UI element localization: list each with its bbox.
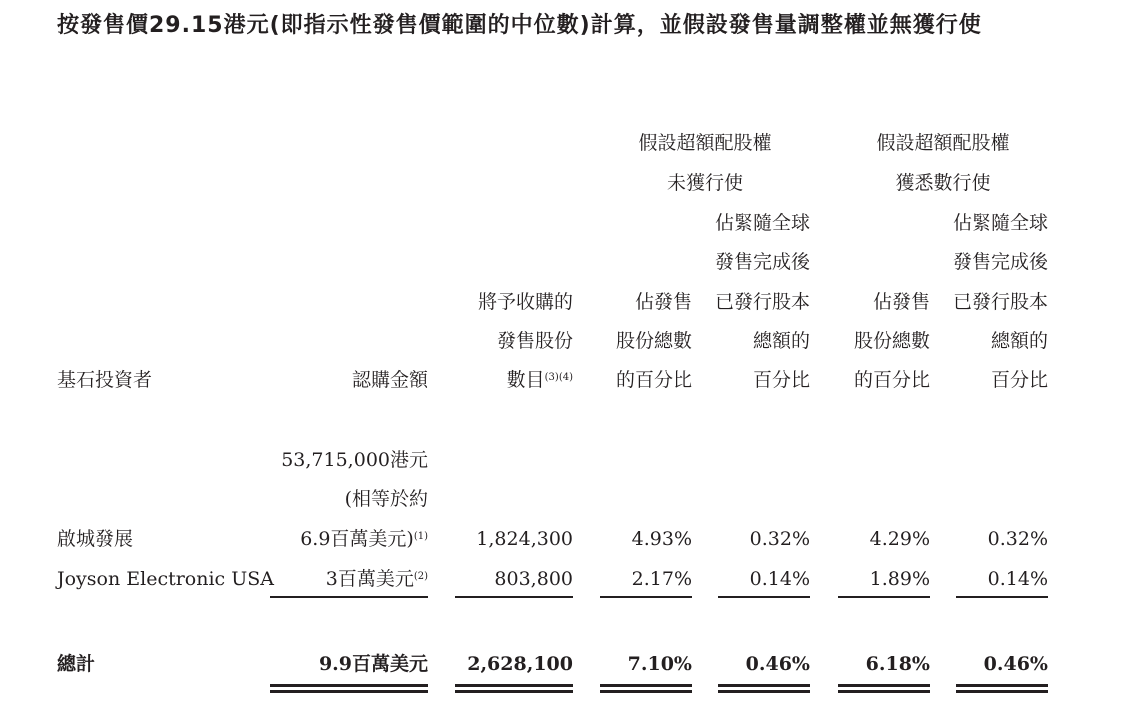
row1-pct-issued-1: 0.32% [749,528,810,550]
total-label: 總計 [57,653,96,675]
column-header-shares-line3: 數目$^{(3)(4)}$ [506,369,573,391]
double-rule-pct-offer-1 [600,684,692,693]
double-rule-amount [270,684,428,693]
rule-pct-issued-1 [718,596,810,598]
column-header-pct-issued-2-line4: 總額的 [990,330,1048,352]
row2-pct-offer-2: 1.89% [869,568,930,590]
total-pct-issued-2: 0.46% [983,653,1048,675]
column-header-investor: 基石投資者 [57,369,153,391]
column-header-amount: 認購金額 [351,369,428,391]
section-heading: 按發售價29.15港元(即指示性發售價範圍的中位數)計算，並假設發售量調整權並無獲行使 [57,13,982,38]
column-header-pct-issued-2-line2: 發售完成後 [952,251,1048,273]
rule-amount [270,596,428,598]
column-header-pct-offer-1-line3: 的百分比 [615,369,692,391]
total-shares: 2,628,100 [467,653,573,675]
row1-pct-offer-1: 4.93% [631,528,692,550]
column-header-pct-offer-2-line3: 的百分比 [853,369,930,391]
group-header-fully-exercised-line2: 獲悉數行使 [895,172,991,194]
total-pct-issued-1: 0.46% [745,653,810,675]
column-header-shares-line2: 發售股份 [496,330,573,352]
group-header-fully-exercised-line1: 假設超額配股權 [876,132,1010,154]
row2-investor: Joyson Electronic USA [57,568,274,590]
column-header-pct-issued-1-line2: 發售完成後 [714,251,810,273]
row1-pct-offer-2: 4.29% [869,528,930,550]
double-rule-pct-issued-1 [718,684,810,693]
column-header-pct-offer-2-line2: 股份總數 [853,330,930,352]
rule-pct-offer-1 [600,596,692,598]
rule-pct-offer-2 [838,596,930,598]
row2-pct-issued-2: 0.14% [987,568,1048,590]
row2-pct-offer-1: 2.17% [631,568,692,590]
row1-amount-line1: 53,715,000港元 [281,449,428,471]
total-amount: 9.9百萬美元 [318,653,428,675]
double-rule-pct-issued-2 [956,684,1048,693]
row1-shares: 1,824,300 [476,528,573,550]
row2-amount: 3百萬美元$^{(2)}$ [325,568,428,590]
column-header-pct-issued-2-line5: 百分比 [990,369,1048,391]
group-header-not-exercised-line1: 假設超額配股權 [638,132,772,154]
row1-amount-note: (1) [413,531,428,542]
column-header-pct-issued-2-line3: 已發行股本 [952,291,1048,313]
column-header-shares-line1: 將予收購的 [477,291,573,313]
column-header-pct-issued-2-line1: 佔緊隨全球 [952,212,1048,234]
rule-shares [455,596,573,598]
row1-amount-line2: (相等於約 [344,488,428,510]
column-header-pct-offer-1-line2: 股份總數 [615,330,692,352]
row2-shares: 803,800 [494,568,573,590]
row2-pct-issued-1: 0.14% [749,568,810,590]
row1-pct-issued-2: 0.32% [987,528,1048,550]
row1-amount-line3: 6.9百萬美元)$^{(1)}$ [300,528,428,550]
double-rule-shares [455,684,573,693]
column-header-pct-offer-1-line1: 佔發售 [634,291,692,313]
row2-amount-note: (2) [413,571,428,582]
column-header-pct-issued-1-line3: 已發行股本 [714,291,810,313]
total-pct-offer-1: 7.10% [627,653,692,675]
double-rule-pct-offer-2 [838,684,930,693]
total-pct-offer-2: 6.18% [865,653,930,675]
column-header-pct-issued-1-line4: 總額的 [752,330,810,352]
rule-pct-issued-2 [956,596,1048,598]
group-header-not-exercised-line2: 未獲行使 [666,172,743,194]
column-header-pct-issued-1-line5: 百分比 [752,369,810,391]
column-header-pct-offer-2-line1: 佔發售 [872,291,930,313]
column-header-pct-issued-1-line1: 佔緊隨全球 [714,212,810,234]
row1-investor: 啟城發展 [57,528,134,550]
shares-note: (3)(4) [544,372,573,383]
